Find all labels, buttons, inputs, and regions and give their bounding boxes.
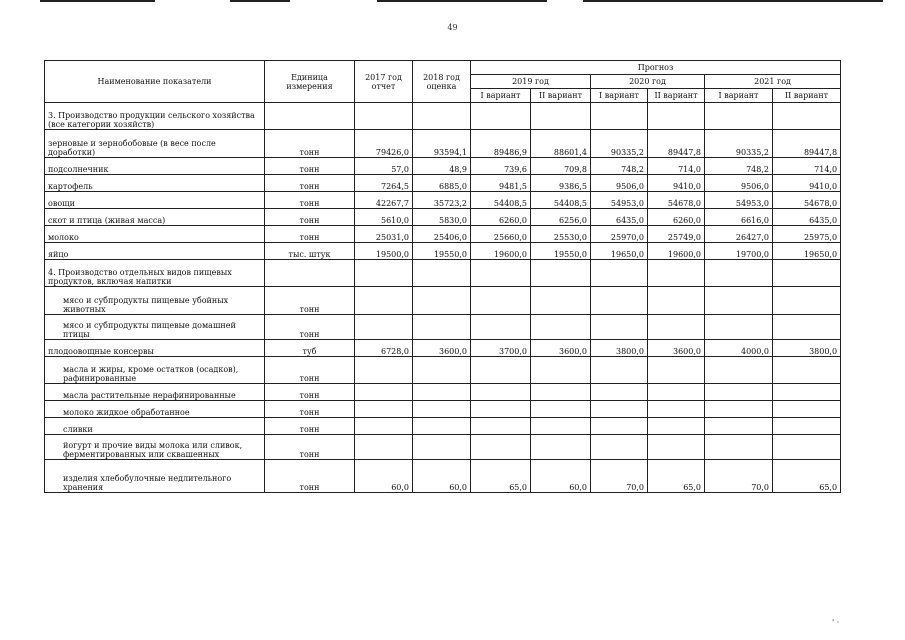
row-value	[413, 401, 471, 418]
row-value	[705, 315, 773, 340]
header-unit: Единица измерения	[265, 61, 355, 103]
row-name: изделия хлебобулочные недлительного хранения	[45, 460, 265, 493]
row-value	[705, 384, 773, 401]
header-year-2019: 2019 год	[471, 75, 591, 89]
row-unit: тонн	[265, 401, 355, 418]
row-value: 79426,0	[355, 130, 413, 158]
page-number: 49	[447, 23, 458, 32]
row-value	[773, 357, 841, 384]
table-row	[45, 209, 841, 226]
row-value	[648, 103, 705, 130]
row-value	[355, 435, 413, 460]
row-value: 25406,0	[413, 226, 471, 243]
row-value	[705, 103, 773, 130]
table-row	[45, 384, 841, 401]
row-value	[471, 315, 531, 340]
row-value: 90335,2	[591, 130, 648, 158]
row-value	[705, 260, 773, 287]
row-value: 739,6	[471, 158, 531, 175]
row-value	[705, 357, 773, 384]
row-value: 65,0	[471, 460, 531, 493]
row-unit	[265, 103, 355, 130]
table-row	[45, 226, 841, 243]
forecast-table	[44, 60, 841, 493]
row-value	[471, 103, 531, 130]
row-name: подсолнечник	[45, 158, 265, 175]
row-value: 25975,0	[773, 226, 841, 243]
table-row	[45, 260, 841, 287]
row-value: 6256,0	[531, 209, 591, 226]
table-row	[45, 340, 841, 357]
row-unit: тонн	[265, 130, 355, 158]
row-unit: тонн	[265, 357, 355, 384]
row-value	[591, 384, 648, 401]
header-variant: II вариант	[531, 89, 591, 103]
row-name: молоко	[45, 226, 265, 243]
scan-mark: ' ·	[832, 618, 840, 627]
row-value: 54953,0	[705, 192, 773, 209]
row-value	[591, 103, 648, 130]
row-value: 6728,0	[355, 340, 413, 357]
row-value: 57,0	[355, 158, 413, 175]
row-value: 54953,0	[591, 192, 648, 209]
row-name: плодоовощные консервы	[45, 340, 265, 357]
row-value	[773, 287, 841, 315]
row-value	[591, 401, 648, 418]
row-value: 6616,0	[705, 209, 773, 226]
row-value: 6435,0	[591, 209, 648, 226]
row-value: 3600,0	[413, 340, 471, 357]
row-value	[705, 418, 773, 435]
row-value	[531, 357, 591, 384]
row-value	[705, 287, 773, 315]
row-value: 26427,0	[705, 226, 773, 243]
header-name: Наименование показатели	[45, 61, 265, 103]
row-value	[413, 418, 471, 435]
row-value	[531, 435, 591, 460]
row-value	[355, 357, 413, 384]
row-value	[648, 401, 705, 418]
row-value: 54678,0	[648, 192, 705, 209]
row-value: 89486,9	[471, 130, 531, 158]
row-value	[471, 260, 531, 287]
row-value	[355, 315, 413, 340]
row-value	[591, 315, 648, 340]
row-value	[531, 103, 591, 130]
table-row	[45, 357, 841, 384]
row-value	[591, 418, 648, 435]
row-value	[471, 384, 531, 401]
row-value	[648, 287, 705, 315]
table-row	[45, 130, 841, 158]
row-value: 65,0	[773, 460, 841, 493]
header-variant: I вариант	[591, 89, 648, 103]
row-value	[531, 287, 591, 315]
table-row	[45, 243, 841, 260]
row-value	[531, 401, 591, 418]
header-variant: I вариант	[471, 89, 531, 103]
row-unit: тонн	[265, 158, 355, 175]
row-value: 709,8	[531, 158, 591, 175]
table-row	[45, 460, 841, 493]
row-value: 25660,0	[471, 226, 531, 243]
row-value	[773, 103, 841, 130]
row-unit: туб	[265, 340, 355, 357]
header-variant: II вариант	[773, 89, 841, 103]
row-value	[591, 260, 648, 287]
row-value	[648, 357, 705, 384]
row-unit: тонн	[265, 192, 355, 209]
row-value: 19650,0	[591, 243, 648, 260]
row-name: масла и жиры, кроме остатков (осадков), рафинированные	[45, 357, 265, 384]
row-value: 9481,5	[471, 175, 531, 192]
row-name: мясо и субпродукты пищевые домашней птицы	[45, 315, 265, 340]
row-name: зерновые и зернобобовые (в весе после доработки)	[45, 130, 265, 158]
row-value	[648, 435, 705, 460]
header-variant: II вариант	[648, 89, 705, 103]
header-forecast: Прогноз	[471, 61, 841, 75]
row-value: 4000,0	[705, 340, 773, 357]
row-value	[413, 384, 471, 401]
row-value	[471, 418, 531, 435]
row-value: 9386,5	[531, 175, 591, 192]
row-name: молоко жидкое обработанное	[45, 401, 265, 418]
row-value: 54408,5	[531, 192, 591, 209]
row-value	[413, 287, 471, 315]
row-value: 48,9	[413, 158, 471, 175]
row-value: 5830,0	[413, 209, 471, 226]
row-value	[471, 401, 531, 418]
row-name: скот и птица (живая масса)	[45, 209, 265, 226]
row-value: 25749,0	[648, 226, 705, 243]
row-value: 25970,0	[591, 226, 648, 243]
scan-edge-line	[230, 0, 290, 2]
row-value: 42267,7	[355, 192, 413, 209]
row-value: 3800,0	[591, 340, 648, 357]
row-value: 9506,0	[591, 175, 648, 192]
row-value: 6435,0	[773, 209, 841, 226]
row-value: 3700,0	[471, 340, 531, 357]
row-name: мясо и субпродукты пищевые убойных животных	[45, 287, 265, 315]
row-value	[591, 435, 648, 460]
row-unit: тонн	[265, 418, 355, 435]
row-value: 5610,0	[355, 209, 413, 226]
row-value	[413, 103, 471, 130]
row-name: овощи	[45, 192, 265, 209]
row-value: 60,0	[355, 460, 413, 493]
row-value: 3600,0	[648, 340, 705, 357]
row-name: яйцо	[45, 243, 265, 260]
row-value: 89447,8	[773, 130, 841, 158]
row-value	[531, 384, 591, 401]
row-value: 19500,0	[355, 243, 413, 260]
row-unit: тонн	[265, 384, 355, 401]
row-value: 70,0	[705, 460, 773, 493]
row-value: 9506,0	[705, 175, 773, 192]
row-name: йогурт и прочие виды молока или сливок, ферментированных или сквашенных	[45, 435, 265, 460]
row-value: 3800,0	[773, 340, 841, 357]
row-value	[413, 435, 471, 460]
row-value	[531, 315, 591, 340]
row-value: 19700,0	[705, 243, 773, 260]
row-value: 9410,0	[648, 175, 705, 192]
row-value: 35723,2	[413, 192, 471, 209]
row-value	[413, 315, 471, 340]
row-value	[773, 384, 841, 401]
row-name: 4. Производство отдельных видов пищевых продуктов, включая напитки	[45, 260, 265, 287]
row-unit: тонн	[265, 460, 355, 493]
row-value: 90335,2	[705, 130, 773, 158]
row-unit: тонн	[265, 287, 355, 315]
header-year-2020: 2020 год	[591, 75, 705, 89]
row-value	[355, 401, 413, 418]
row-value	[355, 103, 413, 130]
row-value: 6260,0	[471, 209, 531, 226]
table-row	[45, 315, 841, 340]
table-row	[45, 158, 841, 175]
table-row	[45, 418, 841, 435]
header-year-2021: 2021 год	[705, 75, 841, 89]
table-row	[45, 192, 841, 209]
row-value	[471, 435, 531, 460]
row-unit: тонн	[265, 315, 355, 340]
row-value: 19650,0	[773, 243, 841, 260]
row-value: 748,2	[591, 158, 648, 175]
row-value	[413, 357, 471, 384]
row-value: 70,0	[591, 460, 648, 493]
table-row	[45, 435, 841, 460]
row-value: 19600,0	[471, 243, 531, 260]
row-value	[773, 260, 841, 287]
row-unit: тыс. штук	[265, 243, 355, 260]
row-value	[355, 260, 413, 287]
scan-edge-line	[40, 0, 155, 2]
row-value: 7264,5	[355, 175, 413, 192]
row-value	[591, 287, 648, 315]
row-value	[648, 260, 705, 287]
row-value: 714,0	[773, 158, 841, 175]
row-unit: тонн	[265, 226, 355, 243]
row-value	[355, 287, 413, 315]
row-value	[705, 435, 773, 460]
scan-edge-line	[377, 0, 547, 2]
header-2017: 2017 год отчет	[355, 61, 413, 103]
row-value	[648, 315, 705, 340]
row-unit: тонн	[265, 435, 355, 460]
row-value: 714,0	[648, 158, 705, 175]
table-row	[45, 287, 841, 315]
row-unit	[265, 260, 355, 287]
scan-edge-line	[583, 0, 883, 2]
row-value	[705, 401, 773, 418]
table-body	[45, 103, 841, 493]
row-value	[773, 418, 841, 435]
header-2018: 2018 год оценка	[413, 61, 471, 103]
table-row	[45, 401, 841, 418]
row-value: 19550,0	[413, 243, 471, 260]
row-value: 6885,0	[413, 175, 471, 192]
row-value: 54408,5	[471, 192, 531, 209]
table-row	[45, 103, 841, 130]
row-value	[355, 418, 413, 435]
row-value	[471, 357, 531, 384]
row-value	[591, 357, 648, 384]
row-value	[413, 260, 471, 287]
row-value: 19550,0	[531, 243, 591, 260]
row-value: 25031,0	[355, 226, 413, 243]
row-value: 88601,4	[531, 130, 591, 158]
row-value: 25530,0	[531, 226, 591, 243]
row-value	[355, 384, 413, 401]
row-value	[531, 260, 591, 287]
row-name: масла растительные нерафинированные	[45, 384, 265, 401]
row-value	[531, 418, 591, 435]
row-unit: тонн	[265, 175, 355, 192]
header-variant: I вариант	[705, 89, 773, 103]
row-value: 6260,0	[648, 209, 705, 226]
row-value	[648, 418, 705, 435]
row-value: 60,0	[531, 460, 591, 493]
row-value: 9410,0	[773, 175, 841, 192]
row-value: 60,0	[413, 460, 471, 493]
row-value: 3600,0	[531, 340, 591, 357]
row-value: 89447,8	[648, 130, 705, 158]
row-value	[471, 287, 531, 315]
row-name: сливки	[45, 418, 265, 435]
row-value: 748,2	[705, 158, 773, 175]
table-row	[45, 175, 841, 192]
row-value	[648, 384, 705, 401]
row-value	[773, 315, 841, 340]
row-value	[773, 401, 841, 418]
row-value: 19600,0	[648, 243, 705, 260]
row-unit: тонн	[265, 209, 355, 226]
row-name: картофель	[45, 175, 265, 192]
row-name: 3. Производство продукции сельского хозяйства (все категории хозяйств)	[45, 103, 265, 130]
row-value	[773, 435, 841, 460]
row-value: 54678,0	[773, 192, 841, 209]
row-value: 65,0	[648, 460, 705, 493]
row-value: 93594,1	[413, 130, 471, 158]
